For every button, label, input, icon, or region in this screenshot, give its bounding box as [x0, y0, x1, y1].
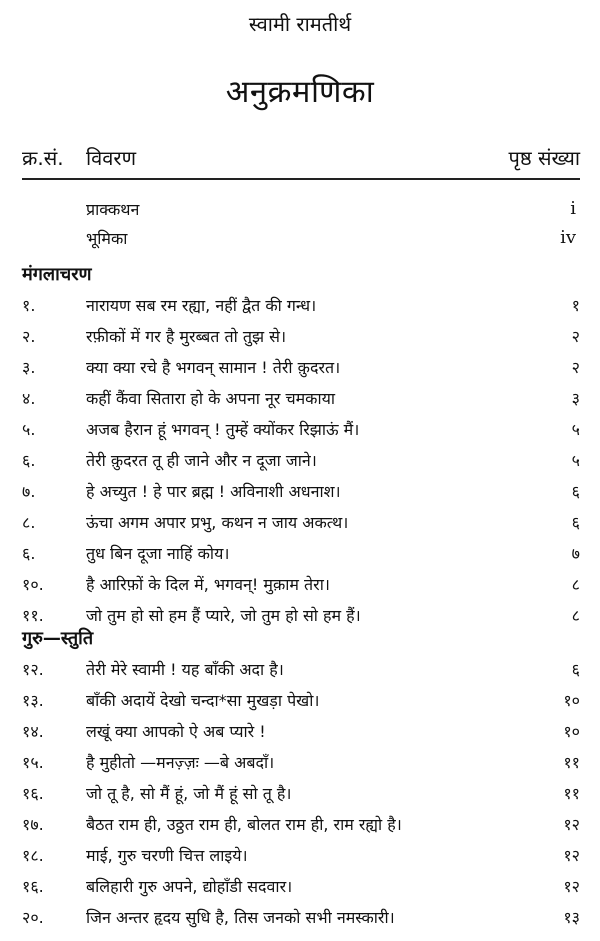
entry-number: ४.: [22, 389, 36, 408]
entry-page: १०: [563, 691, 580, 710]
entry-page: ६: [571, 482, 580, 501]
entry-page: १३: [563, 908, 580, 927]
entry-number: १.: [22, 296, 36, 315]
entry-number: १३.: [22, 691, 44, 710]
toc-entry: [22, 354, 580, 385]
entry-title: है मुहीतो —मनज़्ज़ः —बे अबदाँ।: [86, 753, 275, 772]
entry-page: ५: [571, 451, 580, 470]
toc-entry: [22, 416, 580, 447]
entry-page: ६: [571, 513, 580, 532]
entry-page: १२: [563, 846, 580, 865]
entry-title: बाँकी अदायें देखो चन्दा*सा मुखड़ा पेखो।: [86, 691, 320, 710]
entry-number: ६.: [22, 451, 36, 470]
entry-page: ११: [563, 753, 580, 772]
toc-entry: [22, 811, 580, 842]
entry-page: १: [571, 296, 580, 315]
entry-page: ८: [571, 606, 580, 625]
entry-title: कहीं कैंवा सितारा हो के अपना नूर चमकाया: [86, 389, 336, 408]
entry-page: १०: [563, 722, 580, 741]
toc-entry: [22, 687, 580, 718]
toc-entry: [22, 873, 580, 904]
section-heading: मंगलाचरण: [22, 264, 92, 285]
header-page-number: पृष्ठ संख्या: [508, 146, 580, 170]
toc-entry: [22, 385, 580, 416]
entry-page: १२: [563, 815, 580, 834]
entry-title: तेरी क़ुदरत तू ही जाने और न दूजा जाने।: [86, 451, 317, 470]
toc-entry: [22, 509, 580, 540]
toc-entry: [22, 749, 580, 780]
entry-title: नारायण सब रम रह्या, नहीं द्वैत की गन्ध।: [86, 296, 317, 315]
entry-page: १२: [563, 877, 580, 896]
entry-number: ६.: [22, 544, 36, 563]
front-matter-page: i: [570, 198, 576, 219]
entry-page: ११: [563, 784, 580, 803]
entry-title: अजब हैरान हूं भगवन् ! तुम्हें क्योंकर रिझाऊं मैं।: [86, 420, 360, 439]
header-serial-number: क्र.सं.: [22, 146, 64, 170]
toc-entry: [22, 292, 580, 323]
entry-page: ७: [571, 544, 580, 563]
entry-number: १६.: [22, 877, 44, 896]
entry-page: ३: [571, 389, 580, 408]
entry-number: १६.: [22, 784, 44, 803]
entry-title: रफ़ीकों में गर है मुरब्बत तो तुझ से।: [86, 327, 287, 346]
toc-entry: [22, 656, 580, 687]
entry-title: ऊंचा अगम अपार प्रभु, कथन न जाय अकत्थ।: [86, 513, 349, 532]
entry-title: जिन अन्तर हृदय सुधि है, तिस जनको सभी नमस्कारी।: [86, 908, 395, 927]
toc-entry: [22, 718, 580, 749]
front-matter-title: भूमिका: [86, 229, 128, 248]
entry-title: जो तू है, सो मैं हूं, जो मैं हूं सो तू है।: [86, 784, 292, 803]
entry-number: ८.: [22, 513, 36, 532]
toc-entry: [22, 540, 580, 571]
entry-title: हे अच्युत ! हे पार ब्रह्म ! अविनाशी अधनाश।: [86, 482, 341, 501]
entry-page: ६: [571, 660, 580, 679]
section-heading: गुरु—स्तुति: [22, 628, 94, 649]
entry-number: ५.: [22, 420, 36, 439]
page-title: अनुक्रमणिका: [225, 74, 375, 110]
entry-title: तुध बिन दूजा नाहिं कोय।: [86, 544, 230, 563]
entry-number: १०.: [22, 575, 44, 594]
header-description: विवरण: [86, 146, 137, 170]
entry-number: १८.: [22, 846, 44, 865]
entry-number: १२.: [22, 660, 44, 679]
toc-entry: [22, 478, 580, 509]
entry-number: २.: [22, 327, 36, 346]
section-guru-stuti: [22, 626, 580, 935]
entry-number: ३.: [22, 358, 36, 377]
front-matter-list: [22, 198, 580, 256]
entry-page: २: [571, 358, 580, 377]
entry-title: लखूं क्या आपको ऐ अब प्यारे !: [86, 722, 266, 741]
entry-page: ५: [571, 420, 580, 439]
entry-page: ८: [571, 575, 580, 594]
entry-number: १४.: [22, 722, 44, 741]
entry-title: जो तुम हो सो हम हैं प्यारे, जो तुम हो सो हम हैं।: [86, 606, 361, 625]
toc-entry: [22, 571, 580, 602]
entry-title: बलिहारी गुरु अपने, द्योहाँडी सदवार।: [86, 877, 293, 896]
entry-page: २: [571, 327, 580, 346]
toc-header-row: [22, 144, 580, 174]
running-head: स्वामी रामतीर्थ: [248, 12, 352, 36]
toc-entry: [22, 323, 580, 354]
section-mangalacharan: [22, 262, 580, 633]
entry-title: क्या क्या रचे है भगवन् सामान ! तेरी क़ुदरत।: [86, 358, 341, 377]
toc-entry: [22, 780, 580, 811]
entry-number: ७.: [22, 482, 36, 501]
header-divider: [22, 178, 580, 180]
toc-entry: [22, 842, 580, 873]
entry-title: माई, गुरु चरणी चित्त लाइये।: [86, 846, 248, 865]
toc-entry: [22, 904, 580, 935]
entry-title: बैठत राम ही, उठ्ठत राम ही, बोलत राम ही, राम रह्यो है।: [86, 815, 402, 834]
front-matter-page: iv: [560, 227, 576, 248]
entry-number: २०.: [22, 908, 44, 927]
front-matter-title: प्राक्कथन: [86, 200, 140, 219]
entry-title: है आरिफ़ों के दिल में, भगवन्! मुक़ाम तेरा।: [86, 575, 330, 594]
front-matter-item: [22, 227, 580, 256]
entry-number: १७.: [22, 815, 44, 834]
front-matter-item: [22, 198, 580, 227]
toc-entry: [22, 447, 580, 478]
entry-number: १५.: [22, 753, 44, 772]
entry-number: ११.: [22, 606, 44, 625]
entry-title: तेरी मेरे स्वामी ! यह बाँकी अदा है।: [86, 660, 284, 679]
